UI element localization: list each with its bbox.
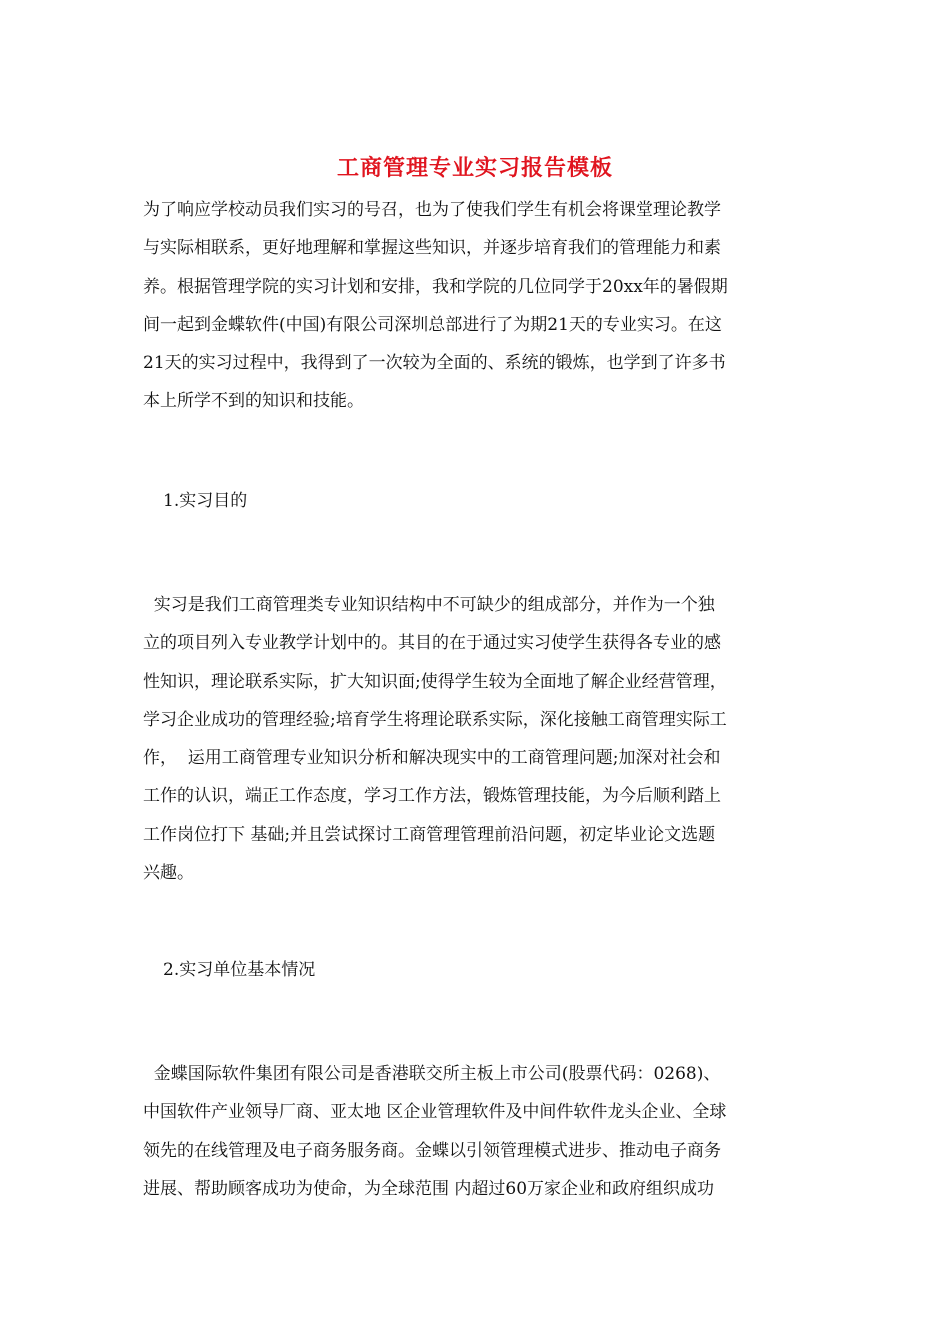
paragraph-line: 性知识，理论联系实际，扩大知识面;使得学生较为全面地了解企业经营管理， — [143, 671, 727, 692]
paragraph-line: 本上所学不到的知识和技能。 — [143, 391, 364, 412]
paragraph-line: 学习企业成功的管理经验;培育学生将理论联系实际，深化接触工商管理实际工 — [143, 709, 727, 730]
paragraph-line: 中国软件产业领导厂商、亚太地 区企业管理软件及中间件软件龙头企业、全球 — [143, 1102, 727, 1123]
paragraph-line: 作， 运用工商管理专业知识分析和解决现实中的工商管理问题;加深对社会和 — [143, 748, 721, 769]
paragraph-line: 工作的认识，端正工作态度，学习工作方法，锻炼管理技能，为今后顺利踏上 — [143, 786, 721, 807]
intro-paragraph — [143, 191, 808, 421]
paragraph-line: 兴趣。 — [143, 863, 194, 884]
paragraph-line: 工作岗位打下 基础;并且尝试探讨工商管理管理前沿问题，初定毕业论文选题 — [143, 824, 716, 845]
section-heading-company: 2.实习单位基本情况 — [163, 960, 316, 980]
paragraph-line: 金蝶国际软件集团有限公司是香港联交所主板上市公司(股票代码：0268)、 — [143, 1064, 721, 1084]
section-heading-purpose: 1.实习目的 — [163, 491, 248, 511]
paragraph-line: 间一起到金蝶软件(中国)有限公司深圳总部进行了为期21天的专业实习。在这 — [143, 314, 722, 335]
document-title: 工商管理专业实习报告模板 — [336, 155, 613, 181]
section-company-paragraph — [143, 1055, 808, 1208]
paragraph-line: 21天的实习过程中，我得到了一次较为全面的、系统的锻炼，也学到了许多书 — [143, 353, 726, 374]
paragraph-line: 养。根据管理学院的实习计划和安排，我和学院的几位同学于20xx年的暑假期 — [143, 276, 728, 297]
paragraph-line: 立的项目列入专业教学计划中的。其目的在于通过实习使学生获得各专业的感 — [143, 633, 721, 654]
paragraph-line: 领先的在线管理及电子商务服务商。金蝶以引领管理模式进步、推动电子商务 — [143, 1140, 721, 1161]
paragraph-line: 与实际相联系，更好地理解和掌握这些知识，并逐步培育我们的管理能力和素 — [143, 238, 721, 259]
paragraph-line: 进展、帮助顾客成功为使命，为全球范围 内超过60万家企业和政府组织成功 — [143, 1178, 715, 1199]
section-purpose-paragraph — [143, 586, 808, 892]
paragraph-line: 实习是我们工商管理类专业知识结构中不可缺少的组成部分，并作为一个独 — [143, 595, 715, 615]
paragraph-line: 为了响应学校动员我们实习的号召，也为了使我们学生有机会将课堂理论教学 — [143, 200, 721, 220]
